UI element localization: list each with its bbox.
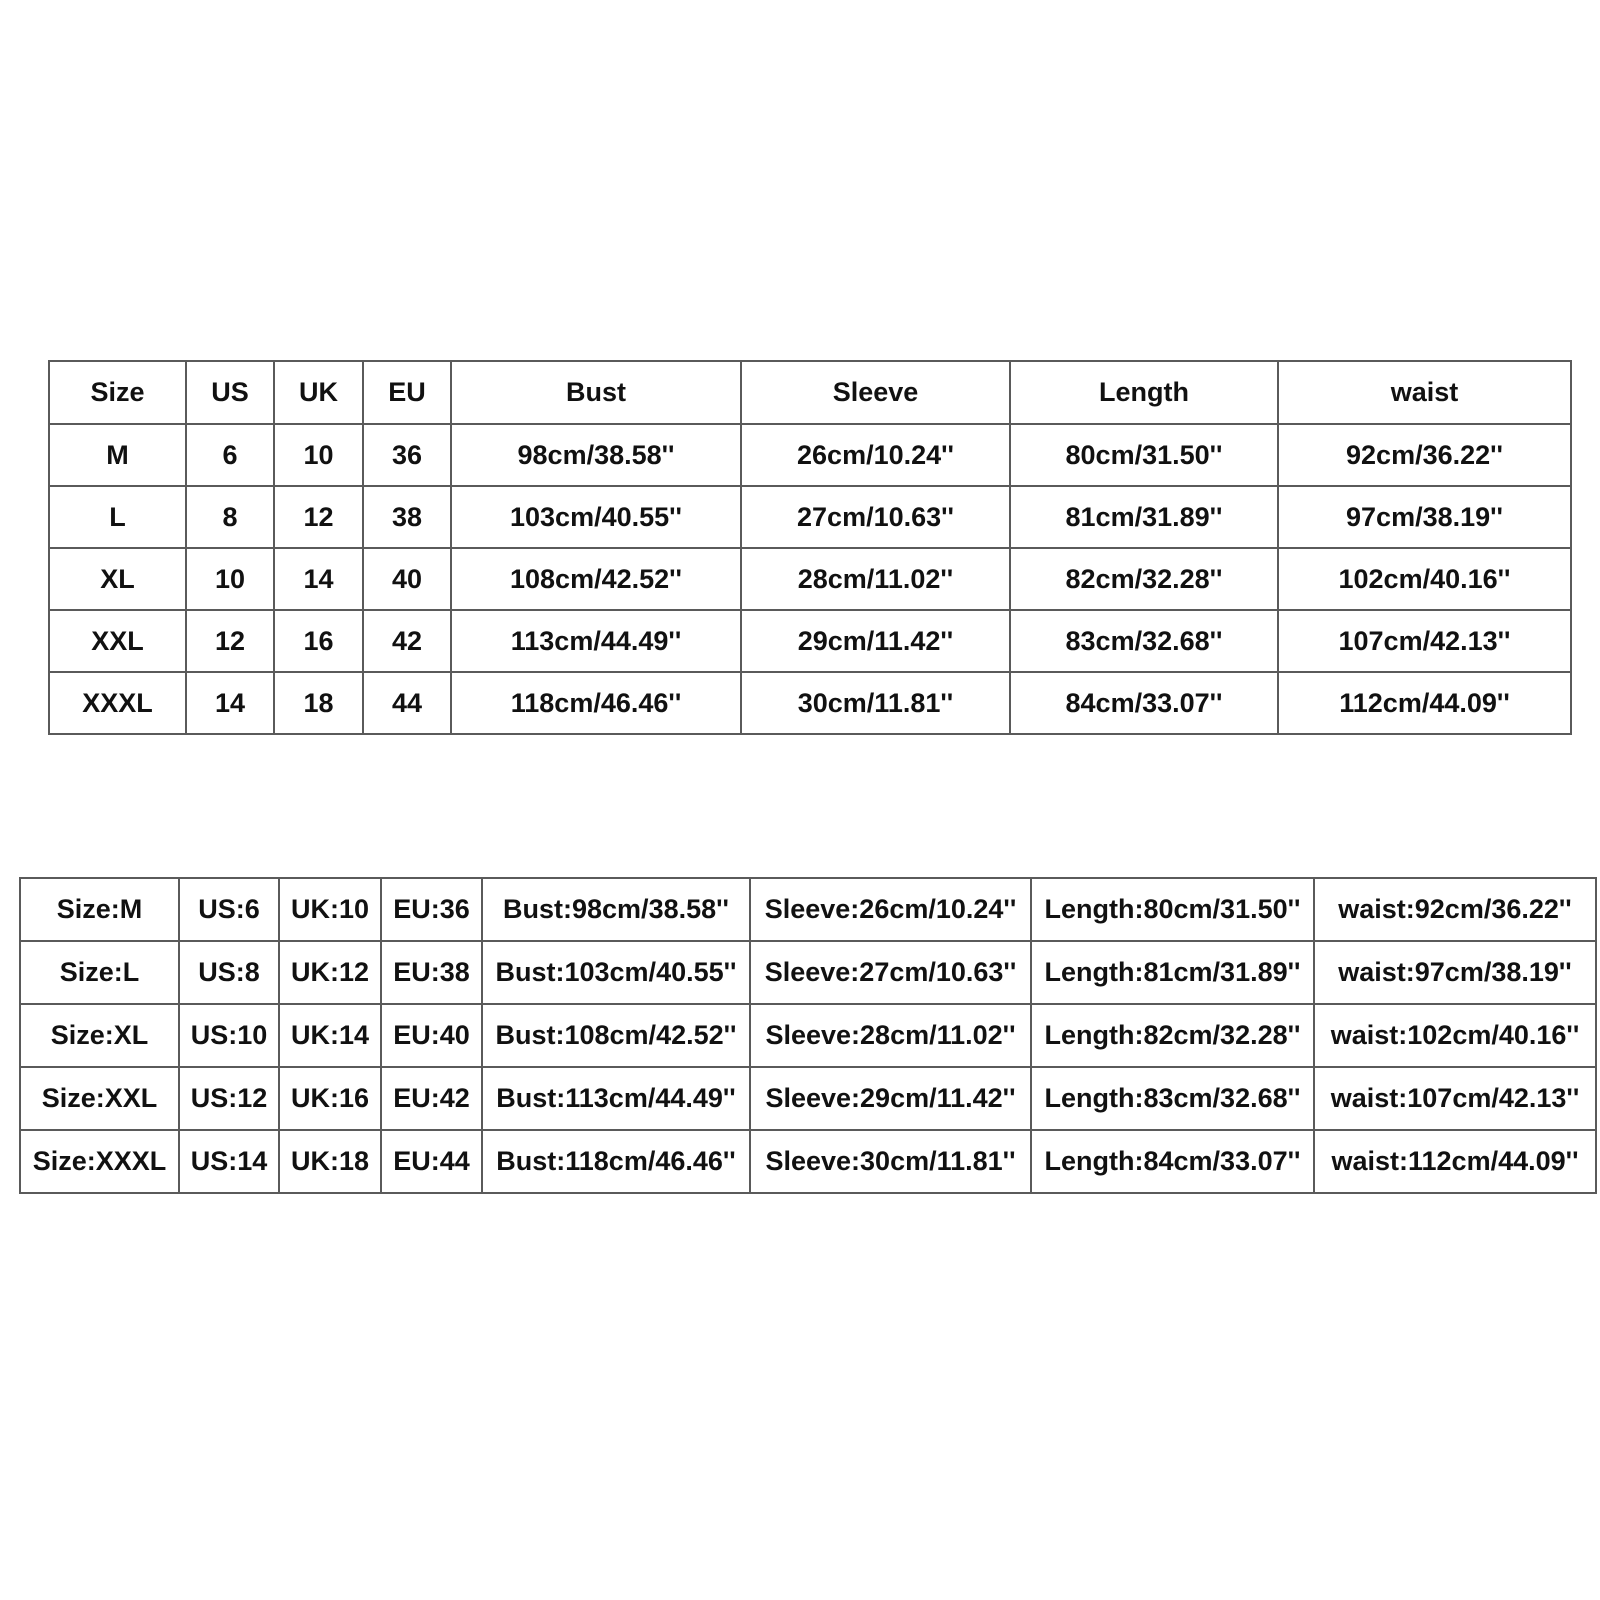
table-cell: 12 — [186, 610, 274, 672]
table-row — [20, 878, 1596, 941]
table-cell: 6 — [186, 424, 274, 486]
table-row — [49, 610, 1571, 672]
table-cell: Size:L — [20, 941, 179, 1004]
table-cell: 28cm/11.02'' — [741, 548, 1010, 610]
table-cell: M — [49, 424, 186, 486]
table-row — [20, 1130, 1596, 1193]
table-cell: 10 — [274, 424, 363, 486]
header-cell: waist — [1278, 361, 1571, 424]
table-cell: US:10 — [179, 1004, 279, 1067]
table-header-row — [49, 361, 1571, 424]
table-cell: Size:XXXL — [20, 1130, 179, 1193]
header-cell: Bust — [451, 361, 741, 424]
table-cell: UK:12 — [279, 941, 381, 1004]
table-row — [20, 941, 1596, 1004]
table-cell: Size:XXL — [20, 1067, 179, 1130]
table-cell: 8 — [186, 486, 274, 548]
table-cell: UK:16 — [279, 1067, 381, 1130]
table-cell: 118cm/46.46'' — [451, 672, 741, 734]
table-cell: Sleeve:26cm/10.24'' — [750, 878, 1031, 941]
table-cell: Sleeve:30cm/11.81'' — [750, 1130, 1031, 1193]
table-cell: 81cm/31.89'' — [1010, 486, 1278, 548]
table-cell: Length:84cm/33.07'' — [1031, 1130, 1314, 1193]
table-row — [20, 1004, 1596, 1067]
table-cell: 40 — [363, 548, 451, 610]
table-cell: 14 — [186, 672, 274, 734]
table-row — [49, 424, 1571, 486]
table-cell: 38 — [363, 486, 451, 548]
labeled-size-chart-table — [19, 877, 1597, 1194]
table-cell: 108cm/42.52'' — [451, 548, 741, 610]
table-cell: Length:80cm/31.50'' — [1031, 878, 1314, 941]
table-cell: 12 — [274, 486, 363, 548]
table-cell: 80cm/31.50'' — [1010, 424, 1278, 486]
table-cell: Size:XL — [20, 1004, 179, 1067]
table-cell: UK:14 — [279, 1004, 381, 1067]
table-cell: 82cm/32.28'' — [1010, 548, 1278, 610]
table-row — [49, 486, 1571, 548]
table-cell: US:14 — [179, 1130, 279, 1193]
table-cell: Length:83cm/32.68'' — [1031, 1067, 1314, 1130]
table-cell: 29cm/11.42'' — [741, 610, 1010, 672]
table-cell: 112cm/44.09'' — [1278, 672, 1571, 734]
table-cell: 27cm/10.63'' — [741, 486, 1010, 548]
table-cell: 113cm/44.49'' — [451, 610, 741, 672]
table-cell: 26cm/10.24'' — [741, 424, 1010, 486]
table-cell: EU:40 — [381, 1004, 482, 1067]
table-cell: Bust:103cm/40.55'' — [482, 941, 750, 1004]
table-cell: 16 — [274, 610, 363, 672]
table-cell: 92cm/36.22'' — [1278, 424, 1571, 486]
table-cell: 84cm/33.07'' — [1010, 672, 1278, 734]
header-cell: Length — [1010, 361, 1278, 424]
table-cell: 30cm/11.81'' — [741, 672, 1010, 734]
table-cell: Sleeve:28cm/11.02'' — [750, 1004, 1031, 1067]
table-cell: waist:97cm/38.19'' — [1314, 941, 1596, 1004]
table-cell: XL — [49, 548, 186, 610]
table-cell: waist:92cm/36.22'' — [1314, 878, 1596, 941]
table-cell: UK:18 — [279, 1130, 381, 1193]
header-cell: Size — [49, 361, 186, 424]
table-cell: 36 — [363, 424, 451, 486]
header-cell: UK — [274, 361, 363, 424]
table-cell: US:8 — [179, 941, 279, 1004]
table-cell: UK:10 — [279, 878, 381, 941]
header-cell: EU — [363, 361, 451, 424]
table-cell: US:6 — [179, 878, 279, 941]
table-cell: EU:44 — [381, 1130, 482, 1193]
table-cell: 98cm/38.58'' — [451, 424, 741, 486]
table-cell: 18 — [274, 672, 363, 734]
table-cell: 107cm/42.13'' — [1278, 610, 1571, 672]
table-cell: L — [49, 486, 186, 548]
table-cell: 103cm/40.55'' — [451, 486, 741, 548]
table-cell: Sleeve:29cm/11.42'' — [750, 1067, 1031, 1130]
table-cell: Bust:98cm/38.58'' — [482, 878, 750, 941]
table-row — [49, 672, 1571, 734]
header-cell: US — [186, 361, 274, 424]
table-cell: Sleeve:27cm/10.63'' — [750, 941, 1031, 1004]
table-cell: waist:102cm/40.16'' — [1314, 1004, 1596, 1067]
table-cell: Size:M — [20, 878, 179, 941]
table-cell: 14 — [274, 548, 363, 610]
table-cell: Length:82cm/32.28'' — [1031, 1004, 1314, 1067]
table-cell: Bust:118cm/46.46'' — [482, 1130, 750, 1193]
table-row — [20, 1067, 1596, 1130]
table-cell: 44 — [363, 672, 451, 734]
table-cell: US:12 — [179, 1067, 279, 1130]
table-cell: Length:81cm/31.89'' — [1031, 941, 1314, 1004]
table-cell: XXL — [49, 610, 186, 672]
table-cell: XXXL — [49, 672, 186, 734]
table-cell: 42 — [363, 610, 451, 672]
table-cell: 102cm/40.16'' — [1278, 548, 1571, 610]
table-cell: 83cm/32.68'' — [1010, 610, 1278, 672]
table-cell: Bust:113cm/44.49'' — [482, 1067, 750, 1130]
table-cell: 10 — [186, 548, 274, 610]
table-cell: Bust:108cm/42.52'' — [482, 1004, 750, 1067]
table-row — [49, 548, 1571, 610]
header-cell: Sleeve — [741, 361, 1010, 424]
table-cell: EU:36 — [381, 878, 482, 941]
table-cell: waist:112cm/44.09'' — [1314, 1130, 1596, 1193]
table-cell: waist:107cm/42.13'' — [1314, 1067, 1596, 1130]
table-cell: EU:38 — [381, 941, 482, 1004]
table-cell: EU:42 — [381, 1067, 482, 1130]
table-cell: 97cm/38.19'' — [1278, 486, 1571, 548]
size-chart-table — [48, 360, 1572, 735]
